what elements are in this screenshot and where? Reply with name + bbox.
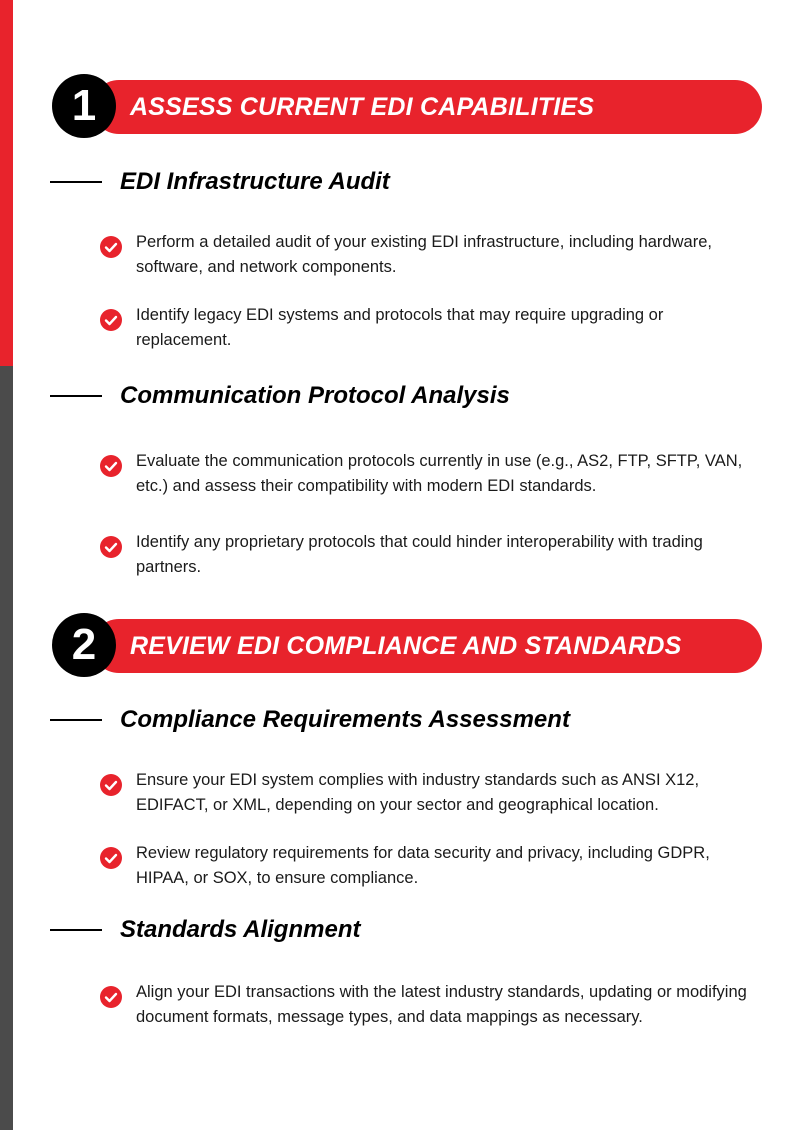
subsection-title: Standards Alignment [120, 916, 361, 943]
check-circle-icon [100, 455, 122, 477]
check-circle-icon [100, 236, 122, 258]
subsection-title: Communication Protocol Analysis [120, 382, 510, 409]
check-circle-icon [100, 847, 122, 869]
section-1-banner [52, 74, 762, 138]
section-1-title: ASSESS CURRENT EDI CAPABILITIES [130, 93, 595, 121]
heading-rule [50, 181, 102, 183]
check-circle-icon [100, 536, 122, 558]
section-2-title-bar [92, 619, 762, 673]
list-item-text: Identify legacy EDI systems and protocols that may require upgrading or replacement. [136, 306, 664, 349]
section-2-number-badge: 2 [52, 613, 116, 677]
list-item-text: Perform a detailed audit of your existing EDI infrastructure, including hardware, software, and network components. [136, 233, 712, 276]
heading-rule [50, 929, 102, 931]
list-item-text: Ensure your EDI system complies with industry standards such as ANSI X12, EDIFACT, or XML, depending on your sector and geographical location. [136, 771, 700, 814]
check-circle-icon [100, 774, 122, 796]
list-item-text: Align your EDI transactions with the latest industry standards, updating or modifying document formats, message types, and data mappings as necessary. [136, 983, 747, 1026]
check-circle-icon [100, 309, 122, 331]
section-1-title-bar [92, 80, 762, 134]
check-circle-icon [100, 986, 122, 1008]
sidebar-accent-gray [0, 366, 13, 1130]
list-item-text: Evaluate the communication protocols currently in use (e.g., AS2, FTP, SFTP, VAN, etc.) and assess their compatibility with modern EDI standards. [136, 452, 743, 495]
section-2-title: REVIEW EDI COMPLIANCE AND STANDARDS [130, 632, 682, 660]
heading-rule [50, 719, 102, 721]
list-item-text: Review regulatory requirements for data security and privacy, including GDPR, HIPAA, or SOX, to ensure compliance. [136, 844, 710, 887]
section-2-banner [52, 613, 762, 677]
sidebar-accent-red [0, 0, 13, 366]
list-item-text: Identify any proprietary protocols that could hinder interoperability with trading partners. [136, 533, 703, 576]
section-1-number-badge: 1 [52, 74, 116, 138]
heading-rule [50, 395, 102, 397]
subsection-title: EDI Infrastructure Audit [120, 168, 390, 195]
subsection-title: Compliance Requirements Assessment [120, 706, 570, 733]
